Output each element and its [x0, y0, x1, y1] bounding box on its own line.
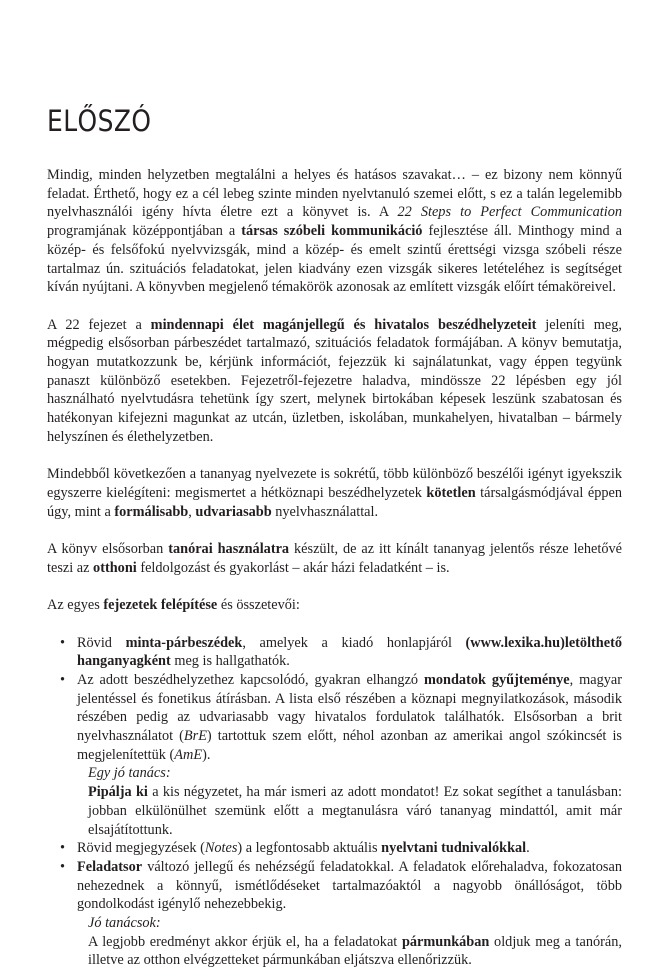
list-item-dialogues: • Rövid minta-párbeszédek, amelyek a kiadó honlapjáról (www.lexika.hu)letölthető hanganyagként meg is hallgathatók.	[47, 634, 622, 671]
book-title: 22 Steps to Perfect Communication	[397, 204, 622, 220]
emphasis: mindennapi élet magánjellegű és hivatalos beszédhelyzeteit	[151, 317, 537, 333]
bullet-icon: •	[60, 671, 65, 690]
paragraph-chapters: A 22 fejezet a mindennapi élet magánjellegű és hivatalos beszédhelyzeteit jeleníti meg, mégpedig elsősorban párbeszédet tartalmazó, szituációs feladatok formájában. A könyv bemutatja, hogyan mutatkozzunk be, kérjünk információt, fejezzük ki sajnálatunkat, vagy éppen tegyünk panaszt különböző esetekben. Fejezetről-fejezetre haladva, mindössze 22 lépésben egy jól használható nyelvtudásra tehetünk így szert, melynek birtokában képesek leszünk szabatosan és hatékonyan kifejezni magunkat az utcán, üzletben, iskolában, munkahelyen, hivatalban – bármely helyszínen és élethelyzetben.	[47, 316, 622, 447]
emphasis: kötetlen	[426, 485, 475, 501]
advice-text: Pipálja ki a kis négyzetet, ha már ismeri az adott mondatot! Ez sokat segíthet a tanulásban: jobban elkülönülhet szemünk előtt a megtanulásra váró tananyag mindattól, amit már elsajátítottunk.	[77, 783, 622, 839]
emphasis: formálisabb	[114, 504, 188, 520]
list-item-sentences: • Az adott beszédhelyzethez kapcsolódó, gyakran elhangzó mondatok gyűjteménye, magyar jelentéssel és fonetikus átírásban. A lista első részében a köznapi megnyilatkozások, második részében pedig az udvariasabb vagy hivatalos fordulatok találhatók. Elsősorban a brit nyelvhasználatot (BrE) tartottuk szem előtt, néhol azonban az amerikai angol szókincsét is megjelenítettük (AmE). Egy jó tanács: Pipálja ki a kis négyzetet, ha már ismeri az adott mondatot! Ez sokat segíthet a tanulásban: jobban elkülönülhet szemünk előtt a megtanulásra váró tananyag mindattól, amit már elsajátítottunk.	[47, 671, 622, 839]
website-reference: (www.lexika.hu)letölthető hanganyagként	[77, 635, 622, 670]
page-title: ELŐSZÓ	[47, 104, 151, 138]
emphasis: Feladatsor	[77, 859, 142, 875]
emphasis: mondatok gyűjteménye	[424, 672, 570, 688]
advice-heading: Jó tanácsok:	[77, 914, 622, 933]
emphasis: társas szóbeli kommunikáció	[241, 223, 422, 239]
emphasis: otthoni	[93, 560, 137, 576]
bullet-icon: •	[60, 839, 65, 858]
advice-text: A legjobb eredményt akkor érjük el, ha a feladatokat pármunkában oldjuk meg a tanórán, illetve az otthon elvégzetteket pármunkában eljátszva ellenőrizzük.	[77, 933, 622, 970]
emphasis: udvariasabb	[195, 504, 271, 520]
emphasis: tanórai használatra	[168, 541, 289, 557]
paragraph-usage: A könyv elsősorban tanórai használatra készült, de az itt kínált tananyag jelentős része lehetővé teszi az otthoni feldolgozást és gyakorlást – akár házi feladatként – is.	[47, 540, 622, 577]
paragraph-intro: Mindig, minden helyzetben megtalálni a helyes és hatásos szavakat… – ez bizony nem könnyű feladat. Érthető, hogy ez a cél lebeg szinte minden nyelvtanuló szemei előtt, s ez a talán legelemibb nyelvhasználói igény hívta életre ezt a könyvet is. A 22 Steps to Perfect Communication programjának középpontjában a társas szóbeli kommunikáció fejlesztése áll. Minthogy mind a közép- és felsőfokú nyelvvizsgák, mind a közép- és emelt szintű érettségi vizsga szóbeli része tartalmaz ún. szituációs feladatokat, jelen kiadvány ezen vizsgák sikeres letételéhez is segítséget kíván nyújtani. A könyvben megjelenő témakörök azonosak az említett vizsgák előírt témaköreivel.	[47, 166, 622, 297]
body-text	[47, 166, 622, 970]
emphasis: fejezetek felépítése	[103, 597, 217, 613]
bullet-icon: •	[60, 634, 65, 653]
paragraph-language: Mindebből következően a tananyag nyelvezete is sokrétű, több különböző beszélői igényt igyekszik egyszerre kielégíteni: megismertet a hétköznapi beszédhelyzetek kötetlen társalgásmódjával éppen úgy, mint a formálisabb, udvariasabb nyelvhasználattal.	[47, 465, 622, 521]
emphasis: minta-párbeszédek	[126, 635, 243, 651]
advice-heading: Egy jó tanács:	[77, 764, 622, 783]
structure-list	[47, 634, 622, 970]
list-item-notes: • Rövid megjegyzések (Notes) a legfontosabb aktuális nyelvtani tudnivalókkal.	[47, 839, 622, 858]
list-item-exercises: • Feladatsor változó jellegű és nehézségű feladatokkal. A feladatok előrehaladva, fokozatosan nehezednek a könnyű, ismétlődéseket tartalmazóaktól a nagyobb önállóságot, több gondolkodást igénylő nehezebbekig. Jó tanácsok: A legjobb eredményt akkor érjük el, ha a feladatokat pármunkában oldjuk meg a tanórán, illetve az otthon elvégzetteket pármunkában eljátszva ellenőrizzük.	[47, 858, 622, 970]
bullet-icon: •	[60, 858, 65, 877]
emphasis: nyelvtani tudnivalókkal	[381, 840, 526, 856]
paragraph-structure-intro: Az egyes fejezetek felépítése és összetevői:	[47, 596, 622, 615]
